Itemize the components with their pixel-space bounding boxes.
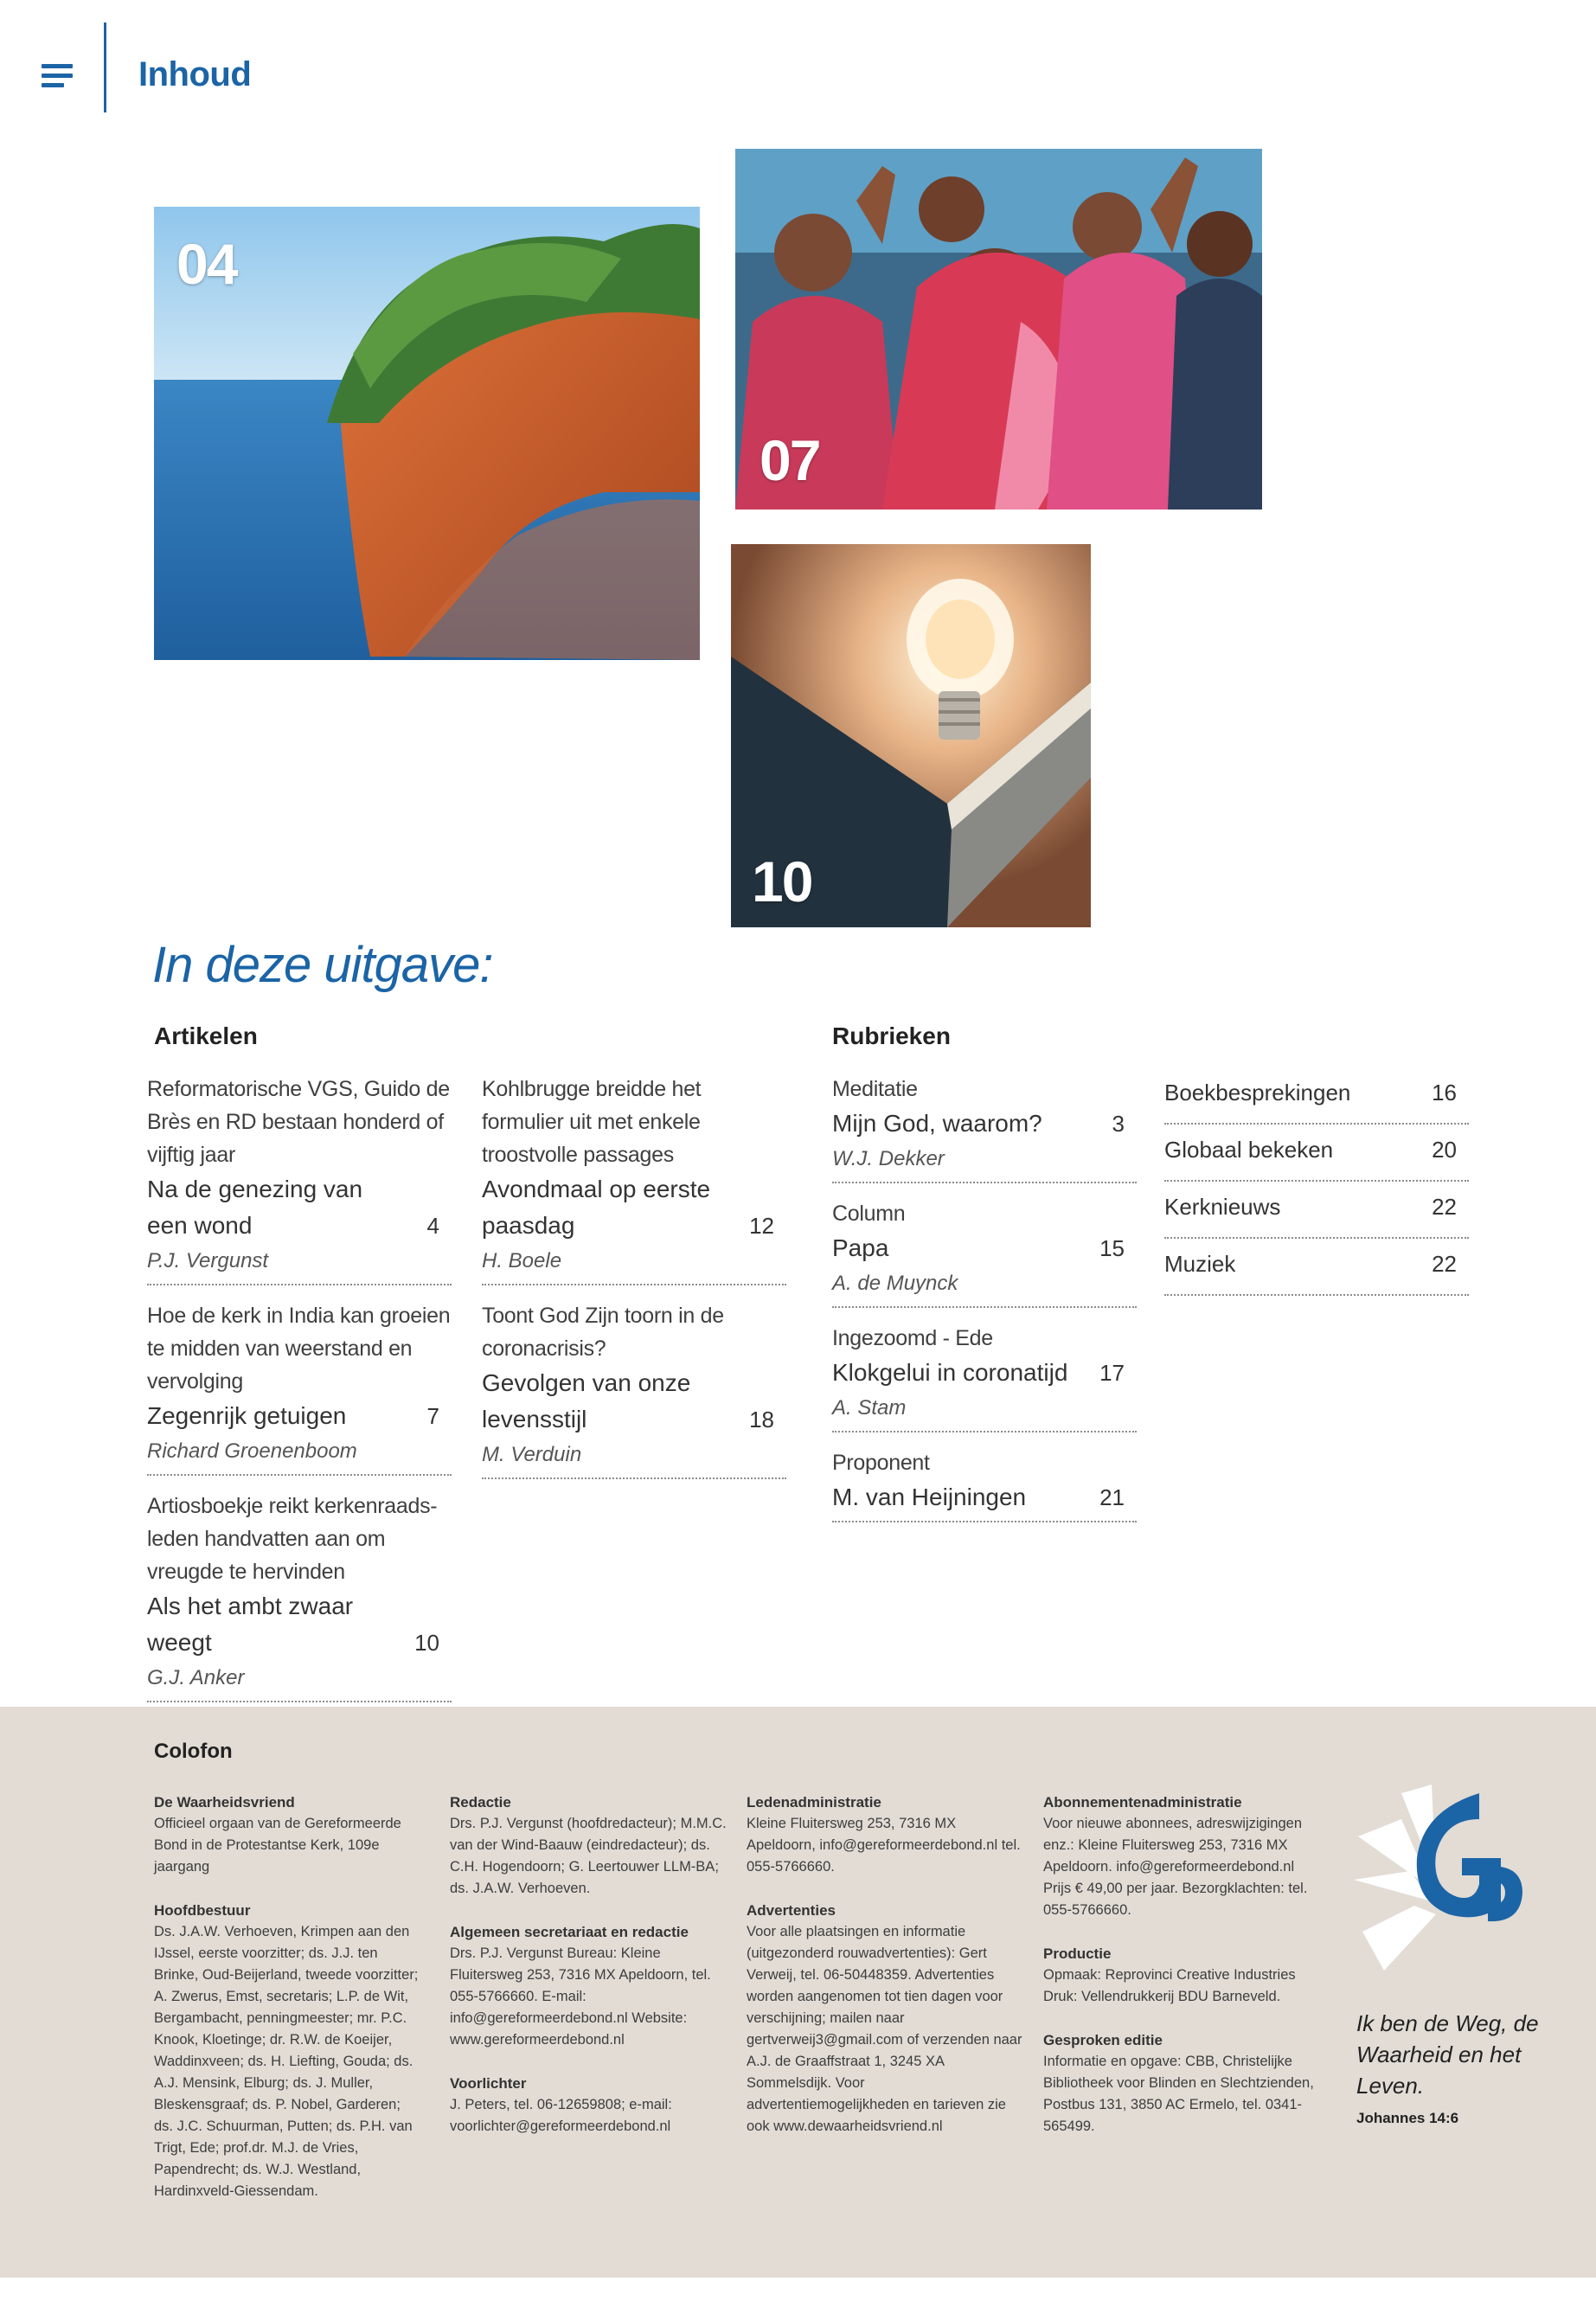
toc-kicker: Artiosboekje reikt kerkenraads-leden handvatten aan om vreugde te hervinden bbox=[147, 1494, 438, 1584]
toc-page: 12 bbox=[749, 1213, 774, 1239]
toc-kicker: Ingezoomd - Ede bbox=[832, 1326, 993, 1350]
toc-row-muziek[interactable] bbox=[1164, 1240, 1469, 1296]
motto-reference: Johannes 14:6 bbox=[1356, 2110, 1459, 2126]
colofon-heading: Abonnementenadministratie bbox=[1043, 1794, 1242, 1811]
section-label-artikelen: Artikelen bbox=[154, 1022, 258, 1049]
toc-entry[interactable] bbox=[482, 1073, 786, 1285]
toc-kicker: Kohlbrugge breidde het formulier uit met enkele troostvolle passages bbox=[482, 1077, 702, 1167]
toc-author: P.J. Vergunst bbox=[147, 1249, 269, 1272]
colofon-heading: Advertenties bbox=[747, 1902, 836, 1919]
artikelen-column-1 bbox=[147, 1073, 452, 1716]
colofon-text: Opmaak: Reprovinci Creative Industries Druk: Vellendrukkerij BDU Barneveld. bbox=[1043, 1967, 1296, 2004]
toc-page: 15 bbox=[1099, 1235, 1125, 1261]
toc-entry[interactable] bbox=[147, 1299, 452, 1476]
toc-row-page: 22 bbox=[1432, 1251, 1457, 1277]
motto-text: Ik ben de Weg, de Waarheid en het Leven. bbox=[1356, 2010, 1539, 2099]
colofon-text: Kleine Fluitersweg 253, 7316 MX Apeldoorn, info@gereformeerdebond.nl tel. 055-5766660. bbox=[747, 1816, 1021, 1875]
toc-title[interactable]: Papa bbox=[832, 1234, 889, 1261]
colofon-text: Officieel orgaan van de Gereformeerde Bond in de Protestantse Kerk, 109e jaargang bbox=[154, 1816, 401, 1875]
colofon-column-2 bbox=[450, 1791, 727, 2159]
article-image-lightbulb[interactable] bbox=[731, 544, 1091, 927]
toc-entry[interactable] bbox=[147, 1490, 452, 1702]
colofon-panel bbox=[0, 1707, 1596, 2278]
toc-author: Richard Groenenboom bbox=[147, 1439, 357, 1463]
colofon-title: Colofon bbox=[154, 1740, 233, 1763]
toc-title[interactable]: Mijn God, waarom? bbox=[832, 1110, 1042, 1137]
gb-logo-icon bbox=[1349, 1785, 1522, 1975]
toc-title[interactable]: Zegenrijk getuigen bbox=[147, 1402, 347, 1429]
colofon-heading: Hoofdbestuur bbox=[154, 1902, 251, 1919]
toc-entry[interactable] bbox=[482, 1299, 786, 1479]
toc-row-label: Muziek bbox=[1164, 1251, 1236, 1277]
toc-page: 18 bbox=[749, 1407, 774, 1433]
toc-author: W.J. Dekker bbox=[832, 1147, 945, 1170]
colofon-column-3 bbox=[747, 1791, 1023, 2159]
toc-entry[interactable] bbox=[832, 1322, 1137, 1433]
toc-kicker: Hoe de kerk in India kan groeien te midden van weerstand en vervolging bbox=[147, 1304, 451, 1394]
colofon-heading: Productie bbox=[1043, 1945, 1112, 1962]
colofon-column-1 bbox=[154, 1791, 422, 2224]
colofon-heading: Redactie bbox=[450, 1794, 511, 1811]
toc-title[interactable]: M. van Heijningen bbox=[832, 1484, 1027, 1510]
toc-page: 21 bbox=[1099, 1484, 1125, 1510]
toc-page: 4 bbox=[426, 1213, 439, 1239]
article-image-worship[interactable] bbox=[735, 149, 1262, 510]
toc-row-globaal-bekeken[interactable] bbox=[1164, 1126, 1469, 1182]
toc-page: 3 bbox=[1112, 1111, 1125, 1137]
colofon-heading: Ledenadministratie bbox=[747, 1794, 881, 1811]
colofon-heading: De Waarheidsvriend bbox=[154, 1794, 295, 1811]
toc-title[interactable]: Na de genezing van een wond bbox=[147, 1176, 363, 1239]
page-number-label: 04 bbox=[176, 232, 237, 296]
colofon-column-4 bbox=[1043, 1791, 1320, 2159]
page-number-label: 10 bbox=[752, 849, 812, 913]
article-image-cliffs[interactable] bbox=[154, 207, 700, 660]
issue-heading: In deze uitgave: bbox=[152, 937, 493, 993]
colofon-text: Drs. P.J. Vergunst Bureau: Kleine Fluitersweg 253, 7316 MX Apeldoorn, tel. 055-5766660. E-mail: info@gereformeerdebond.nl Website: www.gereformeerdebond.nl bbox=[450, 1945, 711, 2048]
toc-author: A. Stam bbox=[832, 1396, 907, 1420]
toc-author: H. Boele bbox=[482, 1249, 562, 1272]
toc-entry[interactable] bbox=[832, 1197, 1137, 1308]
toc-title[interactable]: Gevolgen van onze levensstijl bbox=[482, 1369, 691, 1433]
colofon-heading: Algemeen secretariaat en redactie bbox=[450, 1924, 689, 1940]
toc-row-page: 20 bbox=[1432, 1137, 1457, 1163]
toc-author: G.J. Anker bbox=[147, 1666, 245, 1689]
artikelen-column-2 bbox=[482, 1073, 786, 1493]
colofon-text: Voor nieuwe abonnees, adreswijzigingen enz.: Kleine Fluitersweg 253, 7316 MX Apeldoorn. info@gereformeerdebond.nl Prijs € 49,00 per jaar. Bezorgklachten: tel. 055-5766660. bbox=[1043, 1816, 1308, 1918]
toc-title[interactable]: Avondmaal op eerste paasdag bbox=[482, 1176, 711, 1239]
toc-kicker: Meditatie bbox=[832, 1077, 918, 1101]
toc-kicker: Reformatorische VGS, Guido de Brès en RD bestaan honderd of vijftig jaar bbox=[147, 1077, 450, 1167]
rubrieken-column-1 bbox=[832, 1073, 1137, 1536]
colofon-heading: Voorlichter bbox=[450, 2075, 527, 2092]
toc-title[interactable]: Als het ambt zwaar weegt bbox=[147, 1593, 354, 1656]
colofon-text: Voor alle plaatsingen en informatie (uitgezonderd rouwadvertenties): Gert Verweij, tel. 06-50448359. Advertenties worden aangenomen tot tien dagen voor verschijning; mailen naar gertverweij3@gmail.com of verzenden naar A.J. de Graaffstraat 1, 3245 XA Sommelsdijk. Voor advertentiemogelijkheden en tarieven zie ook www.dewaarheidsvriend.nl bbox=[747, 1924, 1022, 2134]
toc-row-boekbesprekingen[interactable] bbox=[1164, 1069, 1469, 1125]
colofon-text: Drs. P.J. Vergunst (hoofdredacteur); M.M.C. van der Wind-Baauw (eindredacteur); ds. C.H. Hogendoorn; G. Leertouwer LLM-BA; ds. J.A.W. Verhoeven. bbox=[450, 1816, 727, 1896]
toc-kicker: Column bbox=[832, 1202, 906, 1226]
colofon-text: Ds. J.A.W. Verhoeven, Krimpen aan den IJssel, eerste voorzitter; ds. J.J. ten Brinke, Oud-Beijerland, tweede voorzitter; A. Zwerus, Emst, secretaris; L.P. de Wit, Bergambacht, penningmeester; mr. P.C. Knook, Kloetinge; dr. R.W. de Koeijer, Waddinxveen; ds. H. Liefting, Gouda; ds. A.J. Mensink, Elburg; ds. J. Muller, Bleskensgraaf; ds. P. Nobel, Garderen; ds. J.C. Schuurman, Putten; ds. P.H. van Trigt, Ede; prof.dr. M.J. de Vries, Papendrecht; ds. W.J. Westland, Hardinxveld-Giessendam. bbox=[154, 1924, 419, 2199]
toc-entry[interactable] bbox=[832, 1073, 1137, 1183]
toc-row-kerknieuws[interactable] bbox=[1164, 1183, 1469, 1239]
toc-kicker: Proponent bbox=[832, 1451, 930, 1475]
menu-icon[interactable] bbox=[42, 64, 73, 88]
toc-row-label: Boekbesprekingen bbox=[1164, 1080, 1351, 1106]
toc-row-label: Kerknieuws bbox=[1164, 1194, 1281, 1220]
colofon-heading: Gesproken editie bbox=[1043, 2032, 1163, 2048]
toc-kicker: Toont God Zijn toorn in de coronacrisis? bbox=[482, 1304, 724, 1361]
colofon-text: J. Peters, tel. 06-12659808; e-mail: voorlichter@gereformeerdebond.nl bbox=[450, 2097, 672, 2134]
toc-row-page: 22 bbox=[1432, 1194, 1457, 1220]
toc-page: 7 bbox=[426, 1403, 439, 1429]
toc-entry[interactable] bbox=[147, 1073, 452, 1285]
section-label-rubrieken: Rubrieken bbox=[832, 1022, 951, 1049]
toc-author: M. Verduin bbox=[482, 1443, 582, 1466]
toc-row-page: 16 bbox=[1432, 1080, 1457, 1106]
page-number-label: 07 bbox=[760, 428, 820, 492]
page-title: Inhoud bbox=[138, 55, 252, 93]
toc-page: 10 bbox=[414, 1630, 439, 1656]
toc-author: A. de Muynck bbox=[832, 1272, 958, 1295]
colofon-text: Informatie en opgave: CBB, Christelijke Bibliotheek voor Blinden en Slechtzienden, Postbus 131, 3850 AC Ermelo, tel. 0341-565499. bbox=[1043, 2054, 1314, 2134]
toc-page: 17 bbox=[1099, 1360, 1125, 1386]
rubrieken-column-2 bbox=[1164, 1069, 1469, 1298]
toc-title[interactable]: Klokgelui in coronatijd bbox=[832, 1359, 1068, 1386]
toc-entry[interactable] bbox=[832, 1446, 1137, 1522]
toc-row-label: Globaal bekeken bbox=[1164, 1137, 1334, 1163]
header-divider bbox=[104, 22, 106, 112]
